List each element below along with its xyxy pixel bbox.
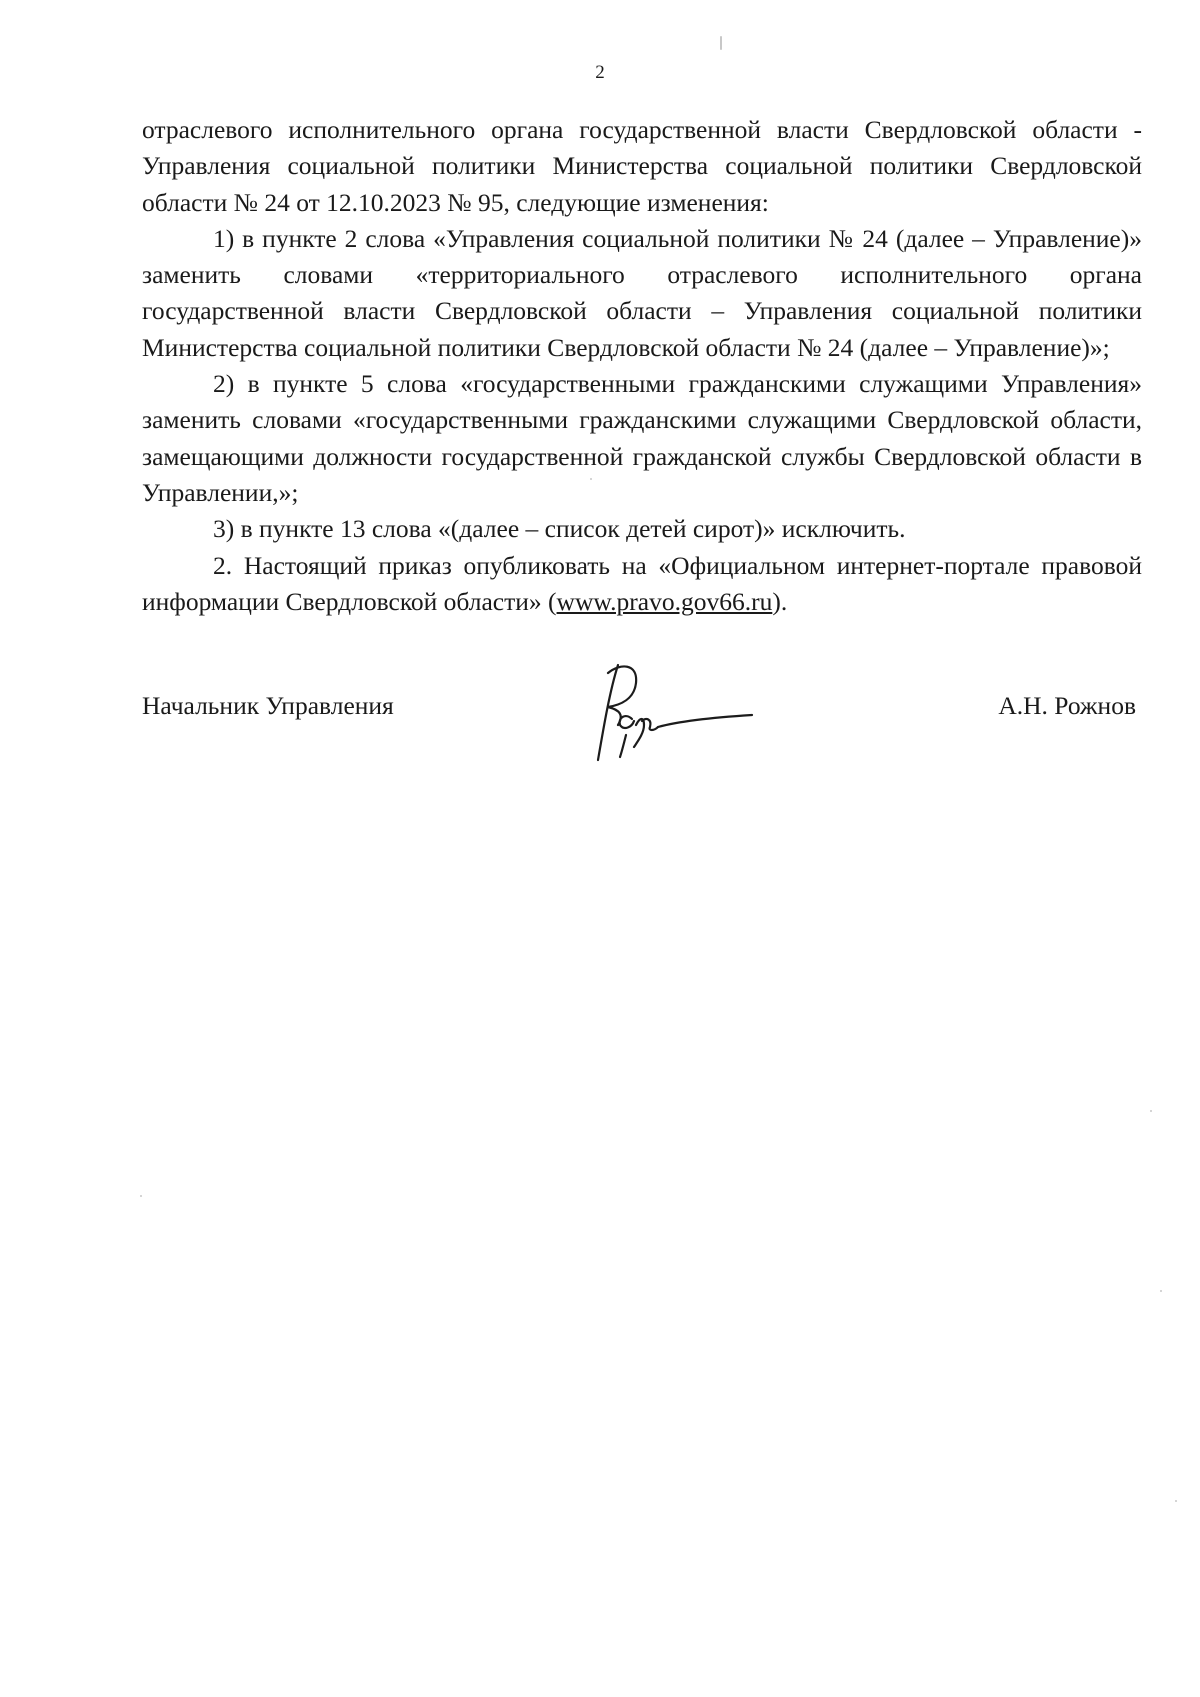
- paragraph-intro: отраслевого исполнительного органа государственной власти Свердловской области - Управления социальной политики Министерства социальной политики Свердловской области № 24 от 12.10.2023 № 95, следующие изменения:: [142, 115, 1142, 217]
- handwritten-signature: [580, 655, 770, 765]
- paragraph-item-2: 2) в пункте 5 слова «государственными гражданскими служащими Управления» заменить словами «государственными гражданскими служащими Свердловской области, замещающими должности государственной гражданской службы Свердловской области в Управлении,»;: [142, 369, 1142, 507]
- publish-text-end: ).: [772, 586, 788, 616]
- paragraph-item-1: 1) в пункте 2 слова «Управления социальной политики № 24 (далее – Управление)» заменить словами «территориального отраслевого исполнительного органа государственной власти Свердловской области – Управления социальной политики Министерства социальной политики Свердловской области № 24 (далее – Управление)»;: [142, 223, 1142, 362]
- scan-speck: [1150, 1110, 1152, 1112]
- publish-text: 2. Настоящий приказ опубликовать на «Официальном интернет-портале правовой информации Свердловской области» (: [142, 550, 1142, 616]
- scan-speck: [1160, 1290, 1162, 1292]
- paragraph-publish: [142, 548, 1142, 621]
- page-number: 2: [595, 62, 605, 83]
- scan-speck: [590, 478, 592, 480]
- document-body: [142, 112, 1142, 620]
- scan-speck: [1175, 1500, 1177, 1502]
- scan-speck: [720, 36, 722, 50]
- signatory-name: А.Н. Рожнов: [998, 691, 1136, 720]
- scan-speck: [140, 1195, 142, 1197]
- signatory-title: Начальник Управления: [142, 691, 394, 720]
- paragraph-item-3: 3) в пункте 13 слова «(далее – список детей сирот)» исключить.: [213, 514, 906, 544]
- portal-link[interactable]: www.pravo.gov66.ru: [556, 586, 773, 616]
